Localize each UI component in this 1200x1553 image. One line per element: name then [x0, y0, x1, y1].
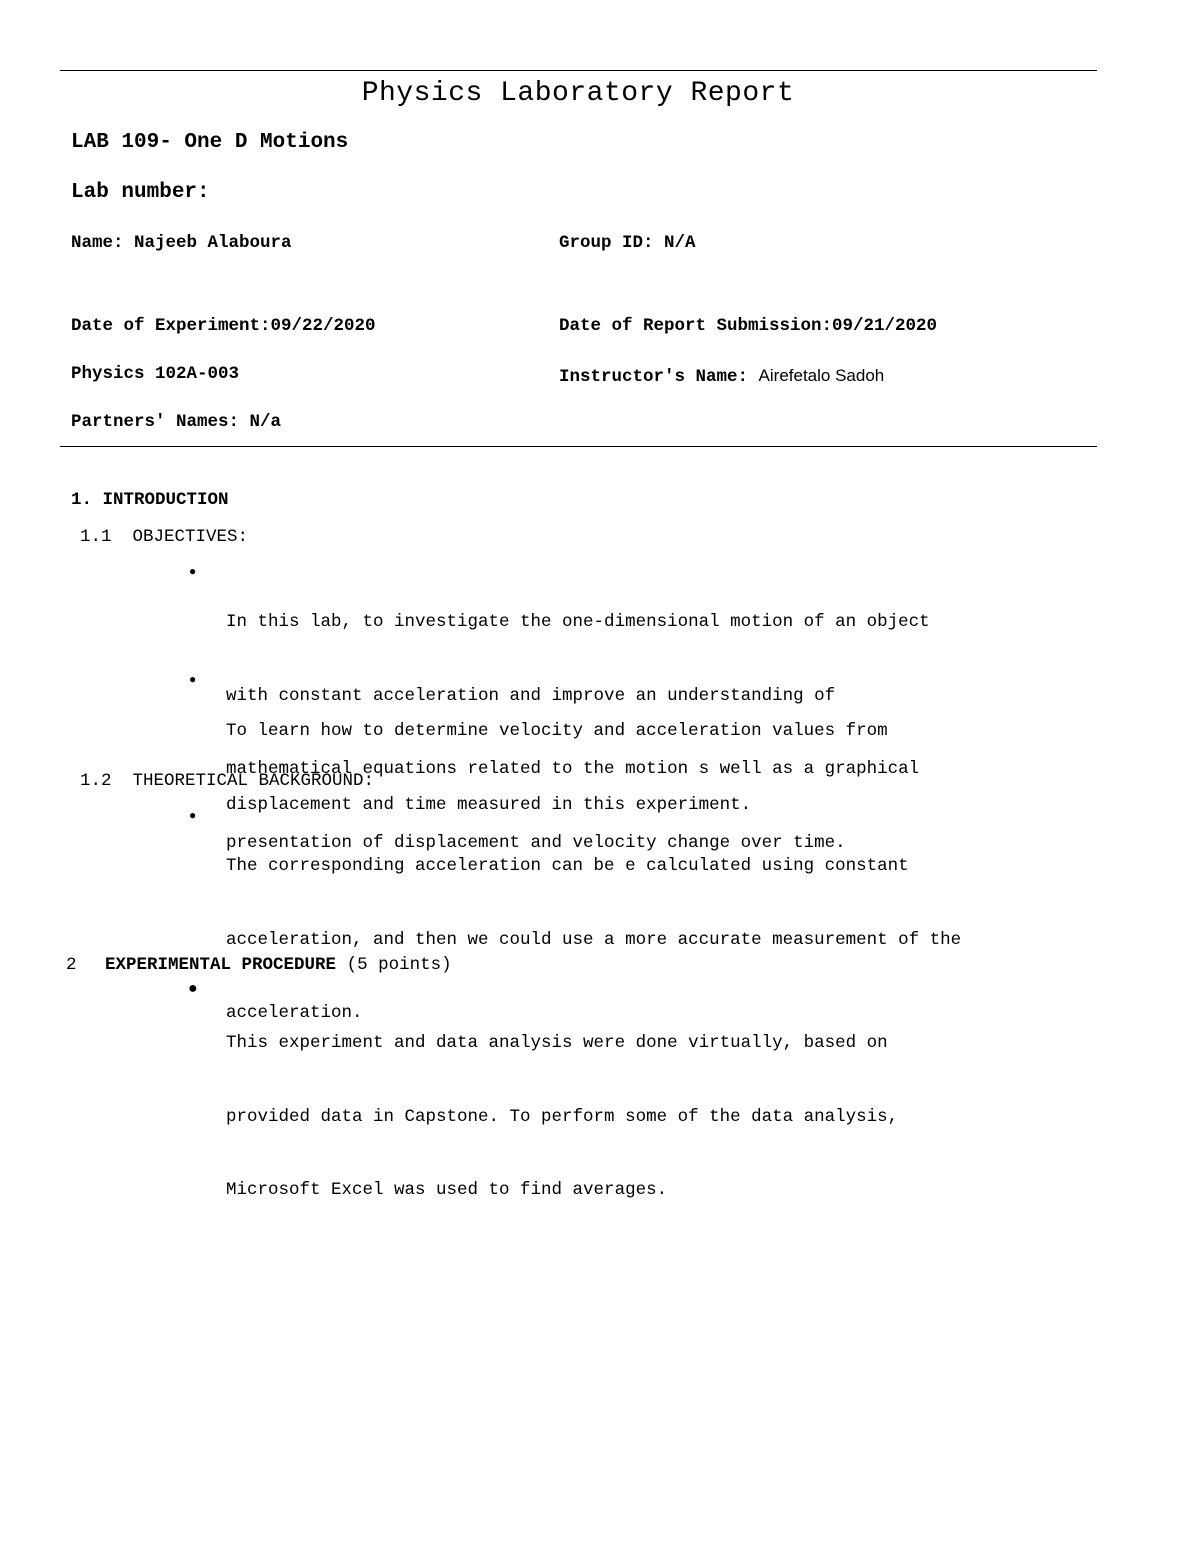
- objective-1-line: with constant acceleration and improve an understanding of: [226, 685, 836, 706]
- background-line: The corresponding acceleration can be e calculated using constant: [226, 856, 909, 876]
- bullet-icon: ●: [189, 809, 197, 823]
- instructor-field: [559, 366, 884, 387]
- background-line: acceleration, and then we could use a more accurate measurement of the: [226, 929, 962, 950]
- partners-field: [71, 412, 281, 432]
- header-bottom-rule: [60, 446, 1097, 447]
- group-value: N/A: [664, 233, 696, 253]
- name-label: Name:: [71, 233, 135, 253]
- partners-value: N/a: [249, 412, 282, 432]
- sub-date-value: 09/21/2020: [832, 316, 938, 336]
- procedure-line: provided data in Capstone. To perform some of the data analysis,: [226, 1106, 899, 1127]
- instructor-label: Instructor's Name:: [559, 367, 759, 387]
- exp-date-label: Date of Experiment:: [71, 316, 271, 336]
- group-id-field: [559, 233, 696, 253]
- submission-date-field: [559, 316, 937, 336]
- bullet-icon: ●: [188, 980, 198, 998]
- procedure-heading-text: EXPERIMENTAL PROCEDURE: [105, 955, 337, 975]
- procedure-item-1: [226, 982, 898, 1227]
- procedure-number: 2: [66, 955, 77, 975]
- sub-date-label: Date of Report Submission:: [559, 316, 833, 336]
- objective-1-line: In this lab, to investigate the one-dimensional motion of an object: [226, 612, 930, 632]
- objective-1-line: presentation of displacement and velocity change over time.: [226, 832, 846, 853]
- top-rule: [60, 70, 1097, 71]
- lab-number-label: Lab number:: [71, 181, 210, 204]
- instructor-value: Airefetalo Sadoh: [758, 366, 885, 385]
- procedure-line: Microsoft Excel was used to find averages.: [226, 1180, 668, 1200]
- bullet-icon: ●: [189, 565, 197, 579]
- group-label: Group ID:: [559, 233, 665, 253]
- name-field: [71, 233, 292, 253]
- exp-date-value: 09/22/2020: [270, 316, 376, 336]
- lab-title: LAB 109- One D Motions: [71, 131, 349, 154]
- experiment-date-field: [71, 316, 376, 336]
- bullet-icon: ●: [189, 673, 197, 687]
- procedure-line: This experiment and data analysis were done virtually, based on: [226, 1033, 888, 1053]
- theoretical-background-heading: 1.2 THEORETICAL BACKGROUND:: [80, 771, 375, 791]
- objective-2-line: To learn how to determine velocity and acceleration values from: [226, 721, 888, 741]
- background-line: acceleration.: [226, 1003, 363, 1023]
- name-value: Najeeb Alaboura: [134, 233, 292, 253]
- procedure-points: (5 points): [346, 955, 452, 975]
- introduction-heading: 1. INTRODUCTION: [71, 490, 229, 510]
- objective-1-line: mathematical equations related to the motion s well as a graphical: [226, 759, 920, 779]
- course-field: Physics 102A-003: [71, 364, 240, 384]
- objectives-heading: 1.1 OBJECTIVES:: [80, 527, 249, 547]
- procedure-heading: [105, 955, 452, 975]
- objective-2-line: displacement and time measured in this experiment.: [226, 794, 752, 815]
- report-title: Physics Laboratory Report: [361, 78, 795, 109]
- partners-label: Partners' Names:: [71, 412, 250, 432]
